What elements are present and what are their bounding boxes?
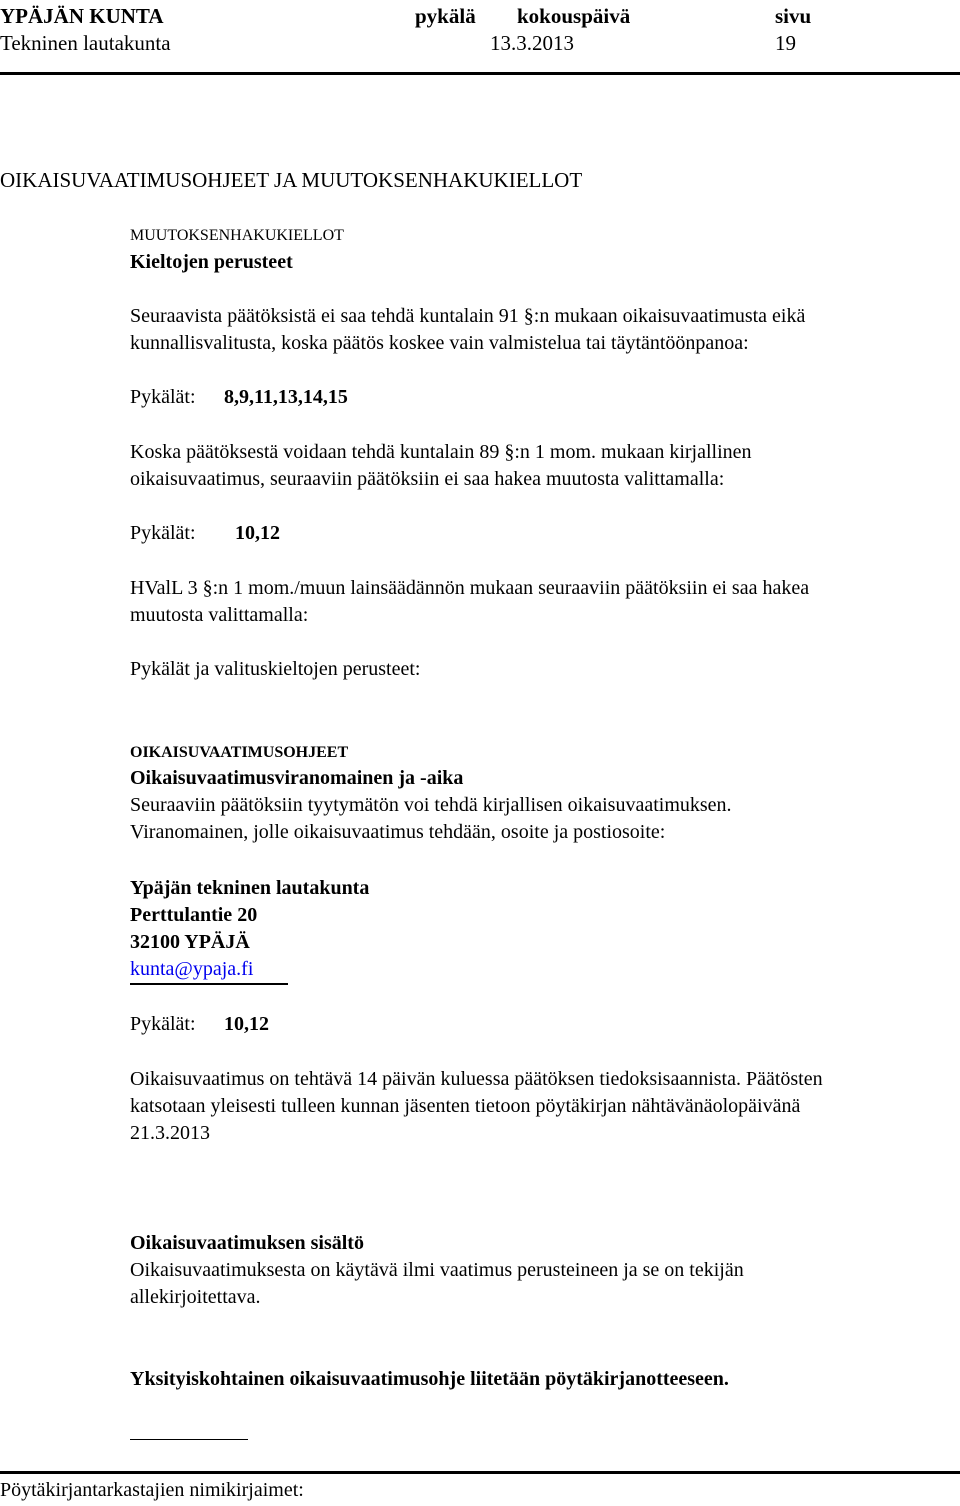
rectification-sections-value: 10,12 <box>224 1013 269 1035</box>
column-label-date: kokouspäivä <box>517 4 631 28</box>
sections-1-value: 8,9,11,13,14,15 <box>224 386 348 408</box>
deadline-line-2: katsotaan yleisesti tulleen kunnan jäsenten tietoon pöytäkirjan nähtävänäolopäivänä <box>130 1095 801 1117</box>
rectification-heading: OIKAISUVAATIMUSOHJEET <box>130 744 349 761</box>
initials-label: Pöytäkirjantarkastajien nimikirjaimet: <box>0 1479 304 1501</box>
sections-3-label: Pykälät ja valituskieltojen perusteet: <box>130 658 421 680</box>
signature-line <box>130 1439 248 1440</box>
detailed-note: Yksityiskohtainen oikaisuvaatimusohje liitetään pöytäkirjanotteeseen. <box>130 1368 729 1390</box>
main-title: OIKAISUVAATIMUSOHJEET JA MUUTOKSENHAKUKIELLOT <box>0 168 583 192</box>
content-line-2: allekirjoitettava. <box>130 1286 261 1308</box>
authority-street: Perttulantie 20 <box>130 904 258 926</box>
ban-paragraph-2-line-1: Koska päätöksestä voidaan tehdä kuntalain 89 §:n 1 mom. mukaan kirjallinen <box>130 441 752 463</box>
column-label-page: sivu <box>775 4 812 28</box>
deadline-date: 21.3.2013 <box>130 1122 210 1144</box>
meeting-date: 13.3.2013 <box>490 31 574 55</box>
deadline-line-1: Oikaisuvaatimus on tehtävä 14 päivän kuluessa päätöksen tiedoksisaannista. Päätösten <box>130 1068 823 1090</box>
ban-paragraph-1-line-1: Seuraavista päätöksistä ei saa tehdä kuntalain 91 §:n mukaan oikaisuvaatimusta eikä <box>130 305 806 327</box>
rectification-subheading: Oikaisuvaatimusviranomainen ja -aika <box>130 767 464 789</box>
column-label-section: pykälä <box>415 4 476 28</box>
header-rule <box>0 72 960 75</box>
rectification-sections-label: Pykälät: <box>130 1013 196 1035</box>
ban-paragraph-1-line-2: kunnallisvalitusta, koska päätös koskee vain valmistelua tai täytäntöönpanoa: <box>130 332 749 354</box>
board-name: Tekninen lautakunta <box>0 31 171 55</box>
sections-2-value: 10,12 <box>235 522 280 544</box>
authority-postal: 32100 YPÄJÄ <box>130 931 250 953</box>
content-line-1: Oikaisuvaatimuksesta on käytävä ilmi vaatimus perusteineen ja se on tekijän <box>130 1259 744 1281</box>
page-number: 19 <box>775 31 796 55</box>
email-underline <box>130 983 288 985</box>
footer-rule <box>0 1471 960 1474</box>
content-heading: Oikaisuvaatimuksen sisältö <box>130 1232 364 1254</box>
ban-paragraph-3-line-1: HValL 3 §:n 1 mom./muun lainsäädännön mukaan seuraaviin päätöksiin ei saa hakea <box>130 577 810 599</box>
authority-name: Ypäjän tekninen lautakunta <box>130 877 370 899</box>
ban-paragraph-3-line-2: muutosta valittamalla: <box>130 604 309 626</box>
authority-email-link[interactable]: kunta@ypaja.fi <box>130 958 254 980</box>
sections-2-label: Pykälät: <box>130 522 196 544</box>
appeal-bans-heading: MUUTOKSENHAKUKIELLOT <box>130 227 344 244</box>
appeal-bans-subheading: Kieltojen perusteet <box>130 251 293 273</box>
rectification-line-1: Seuraaviin päätöksiin tyytymätön voi tehdä kirjallisen oikaisuvaatimuksen. <box>130 794 732 816</box>
municipality-name: YPÄJÄN KUNTA <box>0 4 164 28</box>
rectification-line-2: Viranomainen, jolle oikaisuvaatimus tehdään, osoite ja postiosoite: <box>130 821 666 843</box>
ban-paragraph-2-line-2: oikaisuvaatimus, seuraaviin päätöksiin ei saa hakea muutosta valittamalla: <box>130 468 725 490</box>
sections-1-label: Pykälät: <box>130 386 196 408</box>
